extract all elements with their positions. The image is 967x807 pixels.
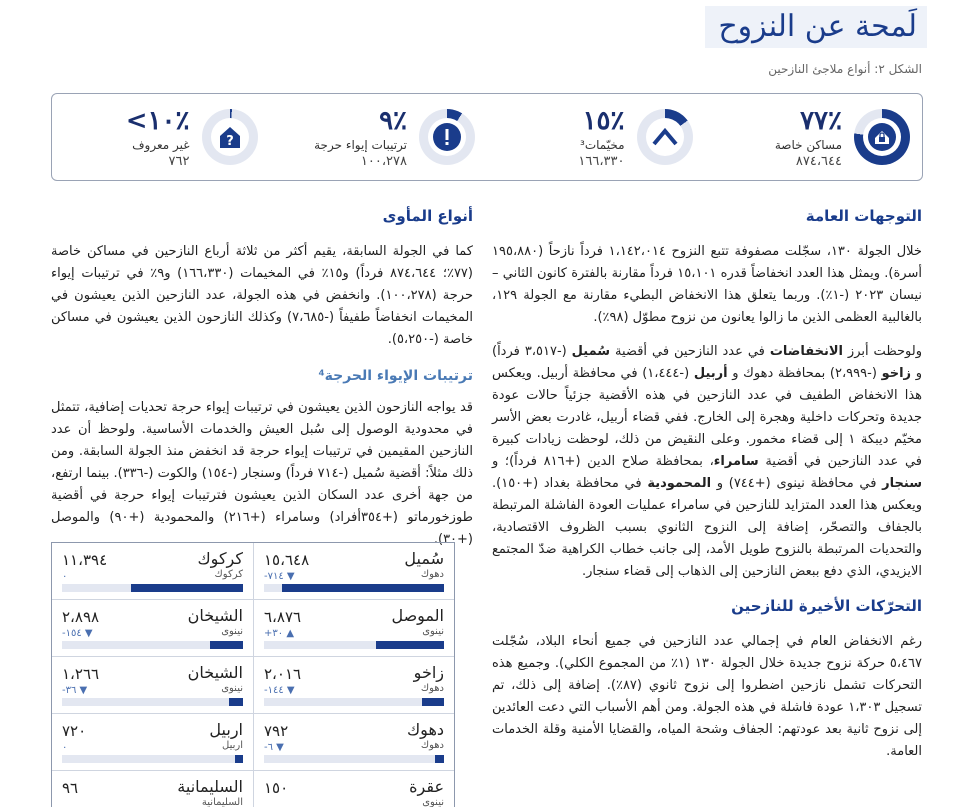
ring-3 [202,109,258,165]
paragraph-critical-shelter: قد يواجه النازحون الذين يعيشون في ترتيبات إيواء حرجة تحديات إضافية، تتمثل في محدودية الوصول إلى سُبل العيش والخدمات الأساسية. ولوحظ أن عدد النازحين المقيمين في ترتيبات إيواء حرجة قد انخفض منذ الجولة السابقة. ومن ذلك مثلاً: أقضية سُميل (-٧١٤ فرداً) وسنجار (-١٥٤) والكوت (-٣٣٦). بينما ارتفع، من جهة أخرى عدد السكان الذين يعيشون فترتيبات إيواء حرجة في أقضية طوزخورماتو (+٣٥٤أفراد) وسامراء (+٢١٦) والمحمودية (+٩٠) والموصل (+٣٠). [51,400,474,547]
governorate-name: نينوى [422,797,444,807]
stat-pct: ٪١٥ [582,105,625,136]
district-change: ٠ [62,571,68,582]
text-run: ولوحظت أبرز [842,344,922,359]
section-heading-shelter-types: أنواع المأوى [382,207,473,225]
district-bar-fill [282,584,444,592]
district-change: ▲ ٣٠+ [264,628,295,639]
district-name: سُميل [404,549,444,568]
district-bar-track [264,584,444,592]
district-name: الموصل [391,606,444,625]
district-bar-fill [131,584,243,592]
warning-icon [432,122,462,152]
question-house-icon [215,122,245,152]
district-count: ٧٩٢ [264,722,289,740]
district-name: الشيخان [187,606,243,625]
paragraph-general-trends: خلال الجولة ١٣٠، سجّلت مصفوفة تتبع النزوح ١،١٤٢،٠١٤ فرداً نازحاً (١٩٥،٨٨٠ أسرة). ويمثل هذا العدد انخفاضاً قدره ١٥،١٠١ فرداً مقارنة بالفترة كانون الثاني – نيسان ٢٠٢٣ (-١٪). وربما يتعلق هذا الانخفاض البطيء مقارنة مع الجولة ١٢٩، بالغالبية العظمى الذين ما زالوا يعانون من نزوح مطوّل (٩٨٪). [492,244,922,325]
district-cell [253,771,454,807]
ring-1 [637,109,693,165]
stat-label: مساكن خاصة [774,137,842,152]
ring-0 [854,109,910,165]
district-count: ٢،٨٩٨ [62,608,100,626]
paragraph-decreases [492,341,922,583]
stat-label: غير معروف [132,137,190,152]
text-run: (-١،٤٤٤) في محافظة أربيل. ويعكس هذا الانخفاض الطفيف في عدد النازحين في هذه الأقضية جزئياً حالات عودة جديدة وتحركات داخلية وهجرة إلى الخارج. ففي قضاء أربيل، غادرت بعض الأسر مخيّم ديبكة ١ إلى قضاء مخمور. وعلى النقيض من ذلك، لوحظت زيادات كبيرة في عدد النازحين في أقضية [492,366,922,469]
district-change: ▼ ١٥٤- [62,628,93,639]
text-run-bold: المحمودية [647,476,712,491]
ring-2 [419,109,475,165]
section-heading-general-trends: التوجهات العامة [805,207,922,225]
district-name: زاخو [413,663,444,682]
stat-camps [487,94,705,180]
district-cell [52,600,253,657]
district-name: كركوك [197,549,243,568]
stat-private-housing [705,94,923,180]
district-name: الشيخان [187,663,243,682]
text-run-bold: أربيل [693,366,728,381]
district-cell [52,771,253,807]
stat-count: ١٦٦،٣٣٠ [578,153,625,169]
district-cell [253,657,454,714]
text-run-bold: سامراء [713,454,759,469]
stat-pct: ٪١٠> [125,105,190,136]
text-run: ، بمحافظة صلاح الدين (+٨١٦ فرداً)؛ و [492,454,714,469]
district-cell [52,657,253,714]
district-count: ٩٦ [62,779,79,797]
district-change: ▼ ٣٦- [62,685,88,696]
stat-label: ترتيبات إيواء حرجة [314,137,407,152]
house-lock-icon [867,122,897,152]
governorate-name: دهوك [420,683,444,694]
paragraph-shelter-types: كما في الجولة السابقة، يقيم أكثر من ثلاثة أرباع النازحين في مساكن خاصة (٧٧٪؛ ٨٧٤،٦٤٤ فرداً) و١٥٪ في المخيمات (١٦٦،٣٣٠) و٩٪ في ترتيبات إيواء حرجة (١٠٠،٢٧٨). وانخفض في هذه الجولة، عدد النازحين الذين يعيشون في المخيمات انخفاضاً طفيفاً (-٧،٦٨٥) وكذلك النازحون الذين يعيشون في مساكن خاصة (-٥،٢٥٠). [51,244,473,347]
shelter-stats-card [51,93,923,181]
district-cell [253,543,454,600]
district-bar-fill [210,641,243,649]
district-bar-track [62,641,243,649]
district-cell [52,543,253,600]
district-count: ١٥،٦٤٨ [264,551,310,569]
text-run-bold: سنجار [882,476,922,491]
district-cell [253,600,454,657]
text-run-bold: سُميل [571,344,611,359]
subheading-critical-shelter: ترتيبات الإيواء الحرجة⁴ [318,368,473,384]
district-bar-fill [435,755,444,763]
tent-icon [650,122,680,152]
left-column [51,205,473,563]
stat-unknown [52,94,270,180]
text-run-bold: الانخفاضات [769,344,843,359]
critical-shelter-grid [51,542,455,807]
text-run: (-٢،٩٩٩) بمحافظة دهوك و [727,366,882,381]
right-column [492,205,922,775]
district-bar-track [62,698,243,706]
figure-caption: الشكل ٢: أنواع ملاجئ النازحين [768,62,922,76]
governorate-name: كركوك [214,569,243,580]
stat-count: ٧٦٢ [168,153,190,169]
text-run: (-٣،٥١٧ فرداً) و [492,344,922,381]
district-bar-track [264,698,444,706]
district-count: ٢،٠١٦ [264,665,302,683]
district-change: ▼ ٧١٤- [264,571,295,582]
section-heading-recent-movements: التحرّكات الأخيرة للنازحين [731,597,922,615]
stat-count: ٨٧٤،٦٤٤ [795,153,842,169]
stat-count: ١٠٠،٢٧٨ [360,153,407,169]
paragraph-recent-movements: رغم الانخفاض العام في إجمالي عدد النازحين في جميع أنحاء البلاد، سُجّلت ٥،٤٦٧ حركة نزوح جديدة خلال الجولة ١٣٠ (١٪ من المجموع الكلي). وجميع هذه التحركات تشمل نازحين اضطروا إلى نزوح ثانوي (٨٧٪). إضافة إلى ذلك، تم تسجيل ١،٣٠٣ عودة فاشلة في هذه الجولة. ومن أهم الأسباب التي دعت العائدين إلى نزوح ثانية بعد عودتهم: الجفاف وشحة المياه، والقضايا الأمنية وقلة الخدمات العامة. [492,634,922,759]
district-bar-fill [376,641,444,649]
district-bar-fill [235,755,243,763]
governorate-name: نينوى [422,626,444,637]
district-count: ٧٢٠ [62,722,87,740]
district-change: ▼ ٦- [264,742,284,753]
district-change: ٠ [62,742,68,753]
district-bar-fill [229,698,243,706]
district-name: اربيل [209,720,243,739]
text-run: في محافظة نينوى (+٧٤٤) و [711,476,883,491]
stat-pct: ٪٩ [379,105,407,136]
svg-text:?: ? [225,134,234,149]
governorate-name: نينوى [221,626,243,637]
district-change: ▼ ١٤٤- [264,685,295,696]
stat-critical-shelter [270,94,488,180]
text-run: في عدد النازحين في أقضية [610,344,770,359]
title-box [705,6,927,48]
district-bar-track [264,755,444,763]
governorate-name: اربيل [222,740,243,751]
district-name: دهوك [406,720,444,739]
governorate-name: دهوك [420,740,444,751]
district-count: ١،٢٦٦ [62,665,100,683]
governorate-name: نينوى [221,683,243,694]
stat-label: مخيّمات³ [580,137,625,152]
stat-pct: ٪٧٧ [800,105,842,136]
page-title: لَمحة عن النزوح [718,9,917,44]
district-bar-track [264,641,444,649]
district-count: ١١،٣٩٤ [62,551,108,569]
text-run-bold: زاخو [881,366,912,381]
district-cell [253,714,454,771]
district-count: ١٥٠ [264,779,289,797]
district-count: ٦،٨٧٦ [264,608,302,626]
governorate-name: السليمانية [201,797,243,807]
district-name: عقرة [409,777,444,796]
district-cell [52,714,253,771]
district-bar-fill [422,698,444,706]
district-bar-track [62,755,243,763]
district-name: السليمانية [177,777,243,796]
governorate-name: دهوك [420,569,444,580]
district-bar-track [62,584,243,592]
text-run: في محافظة بغداد (+١٥٠). ويعكس هذا العدد المتزايد للنازحين في سامراء عمليات العودة الفاشلة المرتبطة بالجفاف والتصحّر، إضافة إلى النزوح الثانوي بسبب الظروف الاقتصادية، والتحديات المرتبطة بالنزوح طويل الأمد، إلى جانب خطاب الكراهية ضدّ المجتمع الايزيدي، الذي دفع ببعض النازحين إلى الذهاب إلى قضاء سنجار. [492,476,922,579]
